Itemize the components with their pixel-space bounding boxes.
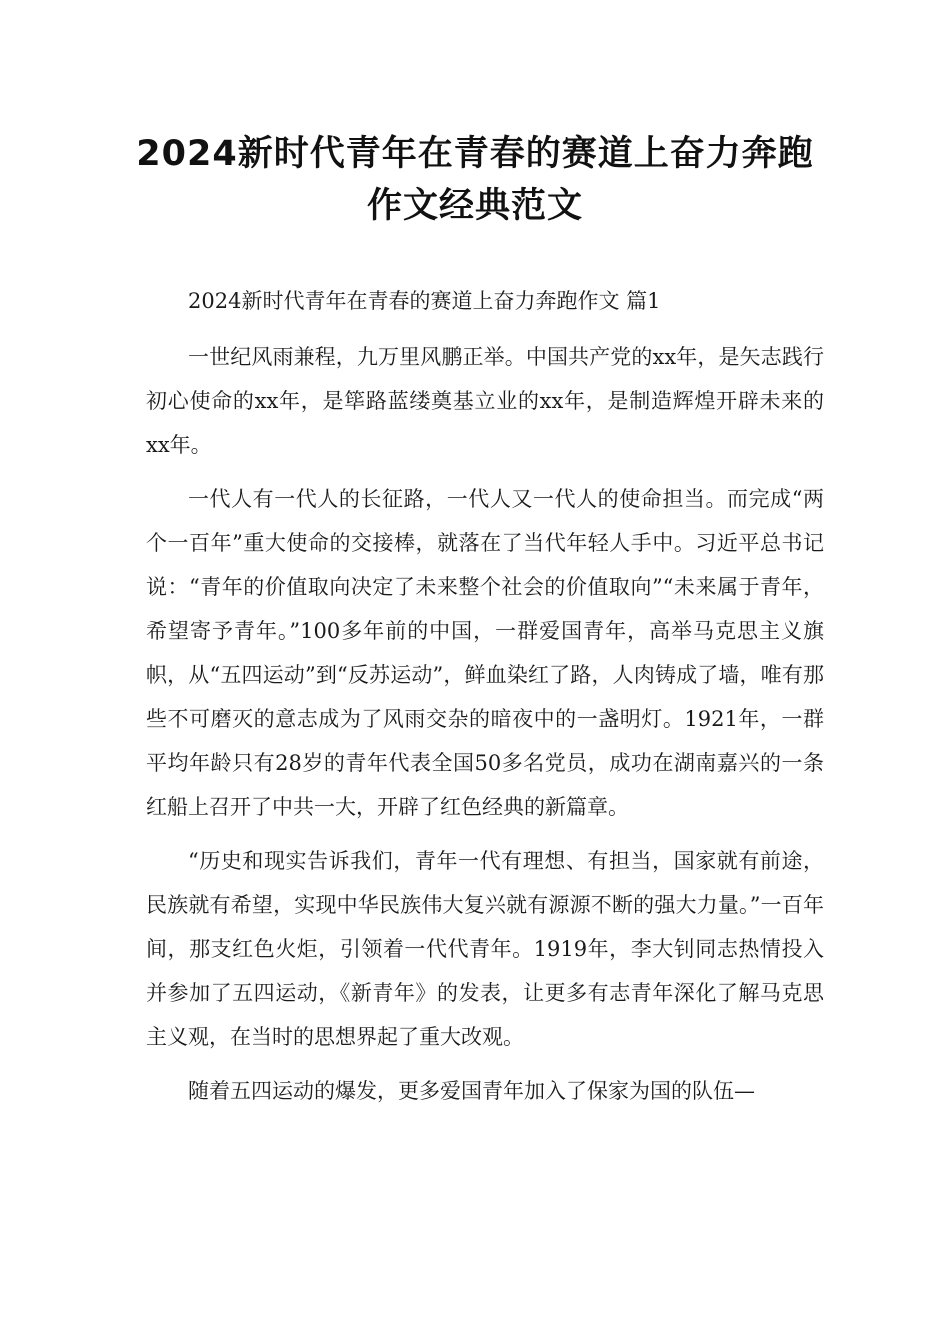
- paragraph-2: 一代人有一代人的长征路，一代人又一代人的使命担当。而完成“两个一百年”重大使命的交接棒，就落在了当代年轻人手中。习近平总书记说：“青年的价值取向决定了未来整个社会的价值取向”“未来属于青年，希望寄予青年。”100多年前的中国，一群爱国青年，高举马克思主义旗帜，从“五四运动”到“反苏运动”，鲜血染红了路，人肉铸成了墙，唯有那些不可磨灭的意志成为了风雨交杂的暗夜中的一盏明灯。1921年，一群平均年龄只有28岁的青年代表全国50多名党员，成功在湖南嘉兴的一条红船上召开了中共一大，开辟了红色经典的新篇章。: [146, 487, 824, 819]
- document-body: [146, 279, 824, 1123]
- section-heading: 2024新时代青年在青春的赛道上奋力奔跑作文 篇1: [188, 289, 661, 313]
- paragraph-4: 随着五四运动的爆发，更多爱国青年加入了保家为国的队伍—: [188, 1079, 755, 1103]
- paragraph-3: “历史和现实告诉我们，青年一代有理想、有担当，国家就有前途，民族就有希望，实现中华民族伟大复兴就有源源不断的强大力量。”一百年间，那支红色火炬，引领着一代代青年。1919年，李大钊同志热情投入并参加了五四运动，《新青年》的发表，让更多有志青年深化了解马克思主义观，在当时的思想界起了重大改观。: [146, 849, 824, 1049]
- document-title: 2024新时代青年在青春的赛道上奋力奔跑作文经典范文: [136, 134, 814, 226]
- paragraph-1: 一世纪风雨兼程，九万里风鹏正举。中国共产党的xx年，是矢志践行初心使命的xx年，是筚路蓝缕奠基立业的xx年，是制造辉煌开辟未来的xx年。: [146, 345, 824, 457]
